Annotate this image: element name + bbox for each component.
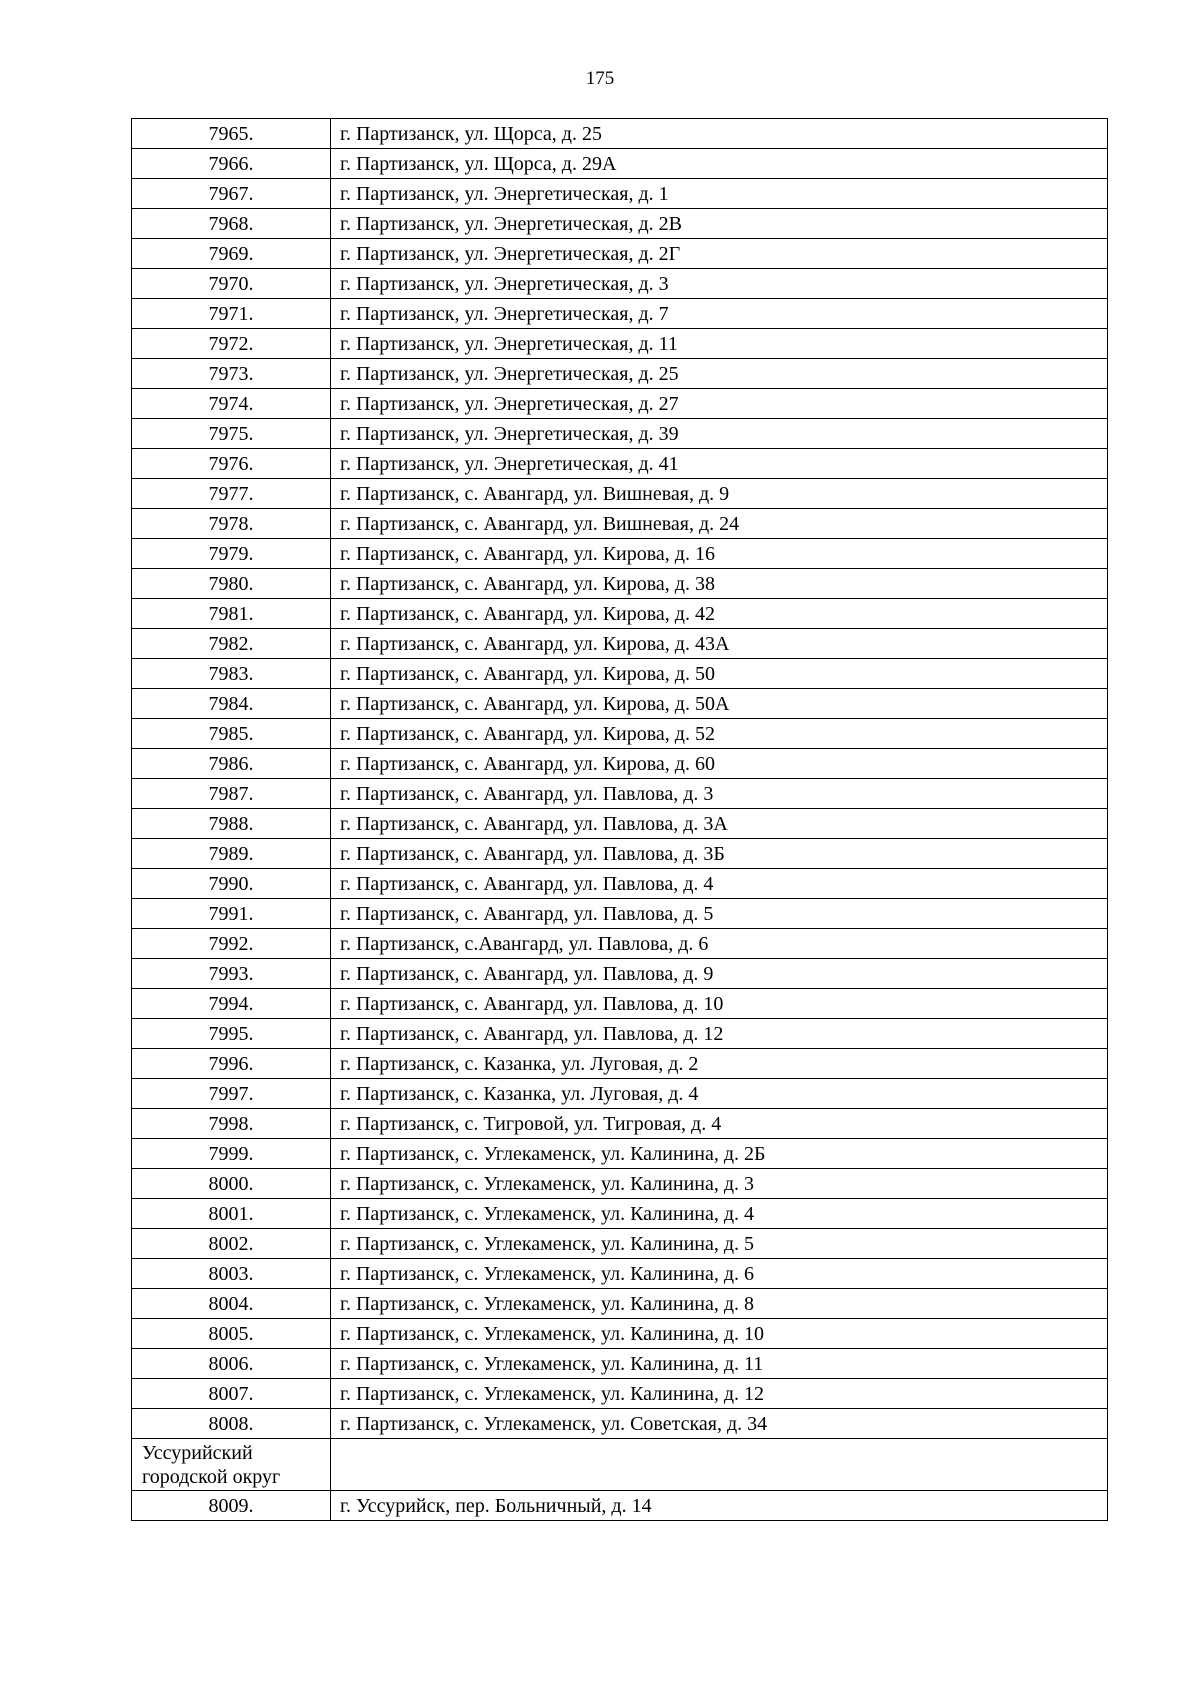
row-number: 8001.	[132, 1199, 331, 1229]
table-row	[132, 1079, 1108, 1109]
section-row	[132, 1439, 1108, 1491]
row-address: г. Партизанск, ул. Энергетическая, д. 2Г	[331, 239, 1108, 269]
table-row	[132, 389, 1108, 419]
row-address: г. Партизанск, ул. Энергетическая, д. 2В	[331, 209, 1108, 239]
section-label-line1: Уссурийский	[142, 1442, 253, 1464]
table-row	[132, 1109, 1108, 1139]
address-table-section	[132, 1439, 1108, 1491]
row-number: 7976.	[132, 449, 331, 479]
row-number: 7970.	[132, 269, 331, 299]
section-empty-cell	[331, 1439, 1108, 1491]
table-row	[132, 1229, 1108, 1259]
table-row	[132, 569, 1108, 599]
table-row	[132, 839, 1108, 869]
row-address: г. Партизанск, с. Авангард, ул. Павлова, д. 5	[331, 899, 1108, 929]
row-address: г. Партизанск, с. Авангард, ул. Павлова, д. 12	[331, 1019, 1108, 1049]
row-address: г. Партизанск, с. Тигровой, ул. Тигровая, д. 4	[331, 1109, 1108, 1139]
row-number: 7978.	[132, 509, 331, 539]
row-address: г. Партизанск, с.Авангард, ул. Павлова, д. 6	[331, 929, 1108, 959]
row-address: г. Партизанск, ул. Энергетическая, д. 25	[331, 359, 1108, 389]
table-row	[132, 1289, 1108, 1319]
row-number: 7983.	[132, 659, 331, 689]
row-address: г. Партизанск, ул. Энергетическая, д. 27	[331, 389, 1108, 419]
row-address: г. Партизанск, ул. Энергетическая, д. 7	[331, 299, 1108, 329]
row-address: г. Партизанск, ул. Щорса, д. 29А	[331, 149, 1108, 179]
table-row	[132, 1491, 1108, 1521]
table-row	[132, 869, 1108, 899]
row-number: 7996.	[132, 1049, 331, 1079]
table-row	[132, 1139, 1108, 1169]
table-row	[132, 239, 1108, 269]
row-address: г. Партизанск, с. Углекаменск, ул. Калинина, д. 8	[331, 1289, 1108, 1319]
table-row	[132, 689, 1108, 719]
table-row	[132, 959, 1108, 989]
table-row	[132, 899, 1108, 929]
row-address: г. Партизанск, с. Авангард, ул. Павлова, д. 4	[331, 869, 1108, 899]
address-table-body-ussuriysk	[132, 1491, 1108, 1521]
row-address: г. Партизанск, с. Авангард, ул. Кирова, д. 60	[331, 749, 1108, 779]
row-address: г. Партизанск, с. Углекаменск, ул. Калинина, д. 4	[331, 1199, 1108, 1229]
row-number: 8005.	[132, 1319, 331, 1349]
row-number: 8004.	[132, 1289, 331, 1319]
row-number: 7977.	[132, 479, 331, 509]
row-number: 7968.	[132, 209, 331, 239]
table-row	[132, 1259, 1108, 1289]
row-address: г. Партизанск, с. Углекаменск, ул. Калинина, д. 2Б	[331, 1139, 1108, 1169]
row-number: 8003.	[132, 1259, 331, 1289]
row-address: г. Партизанск, с. Углекаменск, ул. Калинина, д. 10	[331, 1319, 1108, 1349]
row-address: г. Партизанск, ул. Энергетическая, д. 3	[331, 269, 1108, 299]
table-row	[132, 1169, 1108, 1199]
row-number: 7988.	[132, 809, 331, 839]
row-number: 7981.	[132, 599, 331, 629]
row-number: 7993.	[132, 959, 331, 989]
table-row	[132, 989, 1108, 1019]
row-number: 8009.	[132, 1491, 331, 1521]
row-number: 7986.	[132, 749, 331, 779]
table-row	[132, 1379, 1108, 1409]
row-address: г. Партизанск, с. Авангард, ул. Павлова, д. 3	[331, 779, 1108, 809]
row-number: 7969.	[132, 239, 331, 269]
table-row	[132, 209, 1108, 239]
row-address: г. Уссурийск, пер. Больничный, д. 14	[331, 1491, 1108, 1521]
row-number: 7975.	[132, 419, 331, 449]
row-number: 7974.	[132, 389, 331, 419]
row-number: 7989.	[132, 839, 331, 869]
row-address: г. Партизанск, с. Авангард, ул. Вишневая, д. 24	[331, 509, 1108, 539]
section-label-line2: городской округ	[142, 1466, 281, 1488]
row-address: г. Партизанск, с. Авангард, ул. Кирова, д. 50	[331, 659, 1108, 689]
table-row	[132, 539, 1108, 569]
row-address: г. Партизанск, с. Авангард, ул. Вишневая, д. 9	[331, 479, 1108, 509]
row-address: г. Партизанск, с. Углекаменск, ул. Калинина, д. 3	[331, 1169, 1108, 1199]
table-row	[132, 1199, 1108, 1229]
row-address: г. Партизанск, с. Углекаменск, ул. Калинина, д. 5	[331, 1229, 1108, 1259]
row-number: 7966.	[132, 149, 331, 179]
row-number: 7999.	[132, 1139, 331, 1169]
row-number: 7994.	[132, 989, 331, 1019]
row-number: 7972.	[132, 329, 331, 359]
page-number: 175	[585, 68, 615, 89]
table-row	[132, 1019, 1108, 1049]
row-address: г. Партизанск, ул. Энергетическая, д. 39	[331, 419, 1108, 449]
table-row	[132, 329, 1108, 359]
table-row	[132, 659, 1108, 689]
table-row	[132, 419, 1108, 449]
row-number: 7979.	[132, 539, 331, 569]
row-address: г. Партизанск, с. Авангард, ул. Павлова, д. 9	[331, 959, 1108, 989]
table-row	[132, 809, 1108, 839]
table-row	[132, 299, 1108, 329]
row-number: 7982.	[132, 629, 331, 659]
table-row	[132, 269, 1108, 299]
row-address: г. Партизанск, ул. Энергетическая, д. 41	[331, 449, 1108, 479]
row-number: 8008.	[132, 1409, 331, 1439]
row-number: 7997.	[132, 1079, 331, 1109]
table-row	[132, 629, 1108, 659]
row-number: 7980.	[132, 569, 331, 599]
row-address: г. Партизанск, с. Авангард, ул. Павлова, д. 10	[331, 989, 1108, 1019]
table-row	[132, 149, 1108, 179]
table-row	[132, 179, 1108, 209]
table-row	[132, 479, 1108, 509]
row-number: 8002.	[132, 1229, 331, 1259]
row-address: г. Партизанск, с. Авангард, ул. Кирова, д. 50А	[331, 689, 1108, 719]
table-row	[132, 719, 1108, 749]
row-address: г. Партизанск, с. Авангард, ул. Павлова, д. 3А	[331, 809, 1108, 839]
address-table-body-partizansk	[132, 119, 1108, 1439]
row-number: 8007.	[132, 1379, 331, 1409]
row-number: 7995.	[132, 1019, 331, 1049]
table-row	[132, 779, 1108, 809]
row-number: 7971.	[132, 299, 331, 329]
table-row	[132, 359, 1108, 389]
row-address: г. Партизанск, с. Казанка, ул. Луговая, д. 2	[331, 1049, 1108, 1079]
row-address: г. Партизанск, ул. Щорса, д. 25	[331, 119, 1108, 149]
table-row	[132, 1049, 1108, 1079]
table-row	[132, 449, 1108, 479]
table-row	[132, 599, 1108, 629]
row-number: 7965.	[132, 119, 331, 149]
row-address: г. Партизанск, с. Авангард, ул. Кирова, д. 43А	[331, 629, 1108, 659]
row-address: г. Партизанск, с. Авангард, ул. Кирова, д. 42	[331, 599, 1108, 629]
table-row	[132, 1319, 1108, 1349]
row-address: г. Партизанск, с. Авангард, ул. Павлова, д. 3Б	[331, 839, 1108, 869]
address-table	[131, 118, 1108, 1521]
table-row	[132, 1409, 1108, 1439]
row-number: 7973.	[132, 359, 331, 389]
table-row	[132, 749, 1108, 779]
row-address: г. Партизанск, с. Углекаменск, ул. Калинина, д. 11	[331, 1349, 1108, 1379]
row-number: 7998.	[132, 1109, 331, 1139]
row-number: 8006.	[132, 1349, 331, 1379]
row-number: 7992.	[132, 929, 331, 959]
row-address: г. Партизанск, с. Авангард, ул. Кирова, д. 52	[331, 719, 1108, 749]
row-number: 8000.	[132, 1169, 331, 1199]
row-address: г. Партизанск, с. Авангард, ул. Кирова, д. 16	[331, 539, 1108, 569]
row-number: 7967.	[132, 179, 331, 209]
table-row	[132, 929, 1108, 959]
row-address: г. Партизанск, с. Авангард, ул. Кирова, д. 38	[331, 569, 1108, 599]
row-address: г. Партизанск, ул. Энергетическая, д. 1	[331, 179, 1108, 209]
row-address: г. Партизанск, с. Казанка, ул. Луговая, д. 4	[331, 1079, 1108, 1109]
row-address: г. Партизанск, с. Углекаменск, ул. Советская, д. 34	[331, 1409, 1108, 1439]
row-number: 7985.	[132, 719, 331, 749]
row-number: 7987.	[132, 779, 331, 809]
table-row	[132, 509, 1108, 539]
row-address: г. Партизанск, ул. Энергетическая, д. 11	[331, 329, 1108, 359]
row-number: 7991.	[132, 899, 331, 929]
table-row	[132, 119, 1108, 149]
section-label	[132, 1439, 331, 1491]
table-row	[132, 1349, 1108, 1379]
row-address: г. Партизанск, с. Углекаменск, ул. Калинина, д. 6	[331, 1259, 1108, 1289]
row-address: г. Партизанск, с. Углекаменск, ул. Калинина, д. 12	[331, 1379, 1108, 1409]
row-number: 7990.	[132, 869, 331, 899]
row-number: 7984.	[132, 689, 331, 719]
